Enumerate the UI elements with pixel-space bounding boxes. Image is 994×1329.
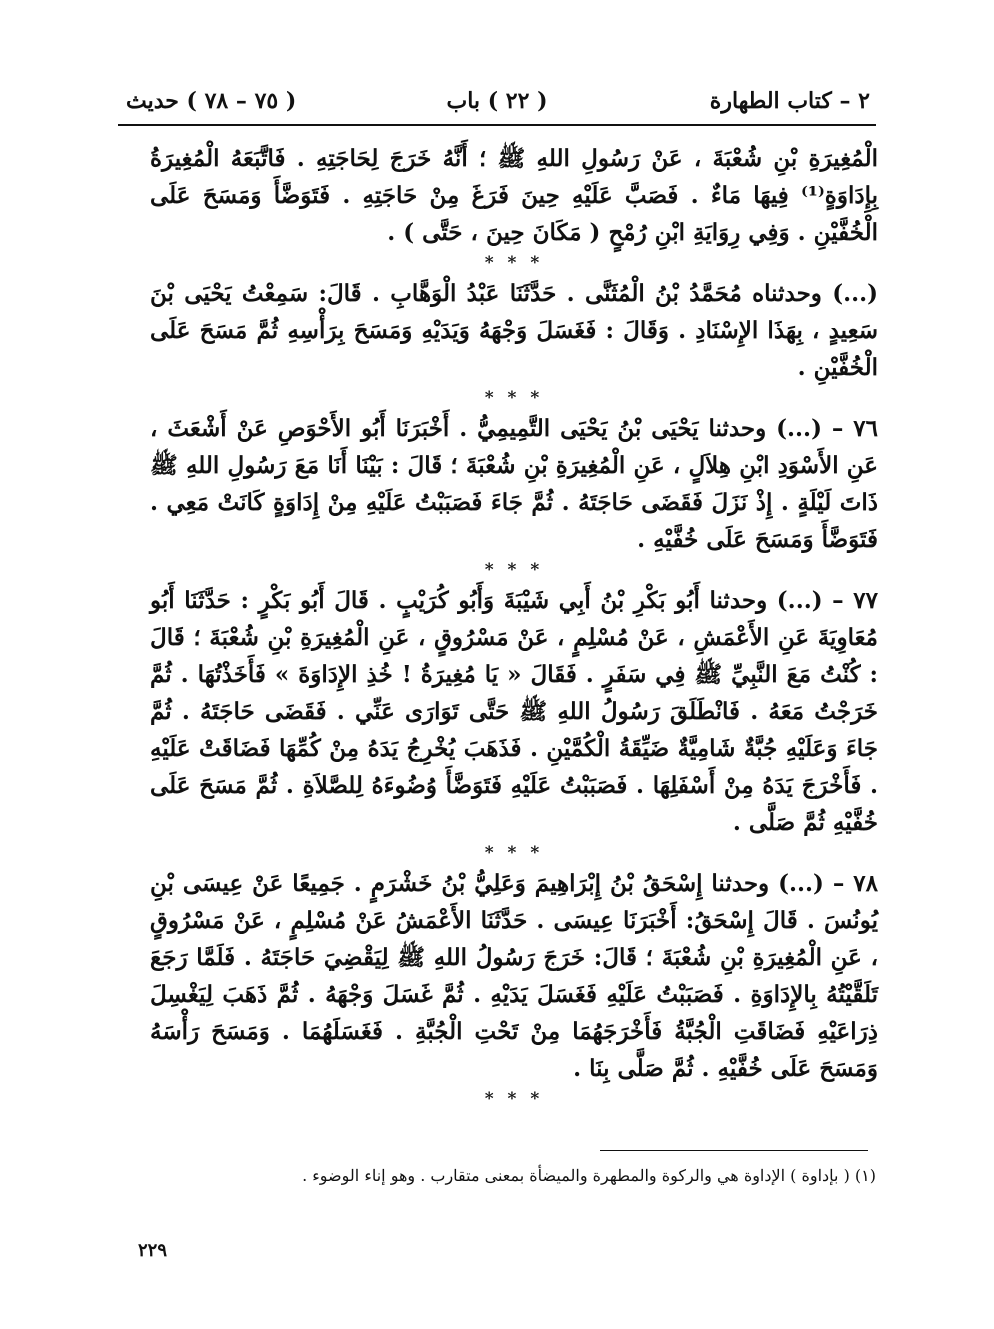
separator-4: * * * [484, 843, 544, 863]
book-title: ٢ – كتاب الطهارة [709, 88, 870, 114]
paragraph-1: الْمُغِيرَةِ بْنِ شُعْبَةَ ، عَنْ رَسُولِ اللهِ ﷺ ؛ أَنَّهُ خَرَجَ لِحَاجَتِهِ . فَاتَّبَعَهُ الْمُغِيرَةُ بِإِدَاوَةٍ⁽¹⁾ فِيهَا مَاءٌ . فَصَبَّ عَلَيْهِ حِينَ فَرَغَ مِنْ حَاجَتِهِ . فَتَوَضَّأَ وَمَسَحَ عَلَى الْخُفَّيْنِ . وَفِي رِوَايَةِ ابْنِ رُمْحٍ ( مَكَانَ حِينَ ، حَتَّى ) . [150, 145, 878, 246]
main-text [150, 140, 878, 1111]
header-rule [118, 124, 876, 126]
hadith-76: ٧٦ – (...) وحدثنا يَحْيَى بْنُ يَحْيَى التَّمِيمِيُّ . أَخْبَرَنَا أَبُو الأَحْوَصِ عَنْ أَشْعَثَ ، عَنِ الأَسْوَدِ ابْنِ هِلاَلٍ ، عَنِ الْمُغِيرَةِ بْنِ شُعْبَةَ ؛ قَالَ : بَيْنَا أَنَا مَعَ رَسُولِ اللهِ ﷺ ذَاتَ لَيْلَةٍ . إِذْ نَزَلَ فَقَضَى حَاجَتَهُ . ثُمَّ جَاءَ فَصَبَبْتُ عَلَيْهِ مِنْ إِدَاوَةٍ كَانَتْ مَعِي . فَتَوَضَّأَ وَمَسَحَ عَلَى خُفَّيْهِ . [150, 415, 878, 553]
separator-3: * * * [484, 560, 544, 580]
paragraph-2: (...) وحدثناه مُحَمَّدُ بْنُ الْمُثَنَّى . حَدَّثَنَا عَبْدُ الْوَهَّابِ . قَالَ: سَمِعْتُ يَحْيَى بْنَ سَعِيدٍ ، بِهَذَا الإِسْنَادِ . وَقَالَ : فَغَسَلَ وَجْهَهُ وَيَدَيْهِ وَمَسَحَ بِرَأْسِهِ ثُمَّ مَسَحَ عَلَى الْخُفَّيْنِ . [150, 280, 878, 381]
separator-5: * * * [484, 1089, 544, 1109]
separator-2: * * * [484, 388, 544, 408]
chapter-label: ( ٢٢ ) باب [446, 88, 548, 114]
page-number: ٢٢٩ [138, 1240, 168, 1261]
footnote: (١) ( بإداوة ) الإداوة هي والركوة والمطهرة والميضأة بمعنى متقارب . وهو إناء الوضوء . [302, 1166, 876, 1185]
footnote-rule [600, 1150, 868, 1151]
hadith-range: ( ٧٥ – ٧٨ ) حديث [126, 88, 297, 114]
running-header [118, 84, 876, 124]
separator-1: * * * [484, 253, 544, 273]
hadith-78: ٧٨ – (...) وحدثنا إِسْحَقُ بْنُ إِبْرَاهِيمَ وَعَلِيُّ بْنُ خَشْرَمٍ . جَمِيعًا عَنْ عِيسَى بْنِ يُونُسَ . قَالَ إِسْحَقُ: أَخْبَرَنَا عِيسَى . حَدَّثَنَا الأَعْمَشُ عَنْ مُسْلِمٍ ، عَنْ مَسْرُوقٍ ، عَنِ الْمُغِيرَةِ بْنِ شُعْبَةَ ؛ قَالَ: خَرَجَ رَسُولُ اللهِ ﷺ لِيَقْضِيَ حَاجَتَهُ . فَلَمَّا رَجَعَ تَلَقَّيْتُهُ بِالإِدَاوَةِ . فَصَبَبْتُ عَلَيْهِ فَغَسَلَ يَدَيْهِ . ثُمَّ غَسَلَ وَجْهَهُ . ثُمَّ ذَهَبَ لِيَغْسِلَ ذِرَاعَيْهِ فَضَاقَتِ الْجُبَّةُ فَأَخْرَجَهُمَا مِنْ تَحْتِ الْجُبَّةِ . فَغَسَلَهُمَا . وَمَسَحَ رَأْسَهُ وَمَسَحَ عَلَى خُفَّيْهِ . ثُمَّ صَلَّى بِنَا . [150, 870, 878, 1082]
hadith-77: ٧٧ – (...) وحدثنا أَبُو بَكْرِ بْنُ أَبِي شَيْبَةَ وَأَبُو كُرَيْبٍ . قَالَ أَبُو بَكْرٍ : حَدَّثَنَا أَبُو مُعَاوِيَةَ عَنِ الأَعْمَشِ ، عَنْ مُسْلِمٍ ، عَنْ مَسْرُوقٍ ، عَنِ الْمُغِيرَةِ بْنِ شُعْبَةَ ؛ قَالَ : كُنْتُ مَعَ النَّبِيِّ ﷺ فِي سَفَرٍ . فَقَالَ « يَا مُغِيرَةُ ! خُذِ الإِدَاوَةَ » فَأَخَذْتُهَا . ثُمَّ خَرَجْتُ مَعَهُ . فَانْطَلَقَ رَسُولُ اللهِ ﷺ حَتَّى تَوَارَى عَنِّي . فَقَضَى حَاجَتَهُ . ثُمَّ جَاءَ وَعَلَيْهِ جُبَّةٌ شَامِيَّةٌ ضَيِّقَةُ الْكُمَّيْنِ . فَذَهَبَ يُخْرِجُ يَدَهُ مِنْ كُمِّهَا فَضَاقَتْ عَلَيْهِ . فَأَخْرَجَ يَدَهُ مِنْ أَسْفَلِهَا . فَصَبَبْتُ عَلَيْهِ فَتَوَضَّأَ وُضُوءَهُ لِلصَّلاَةِ . ثُمَّ مَسَحَ عَلَى خُفَّيْهِ ثُمَّ صَلَّى . [150, 587, 878, 836]
